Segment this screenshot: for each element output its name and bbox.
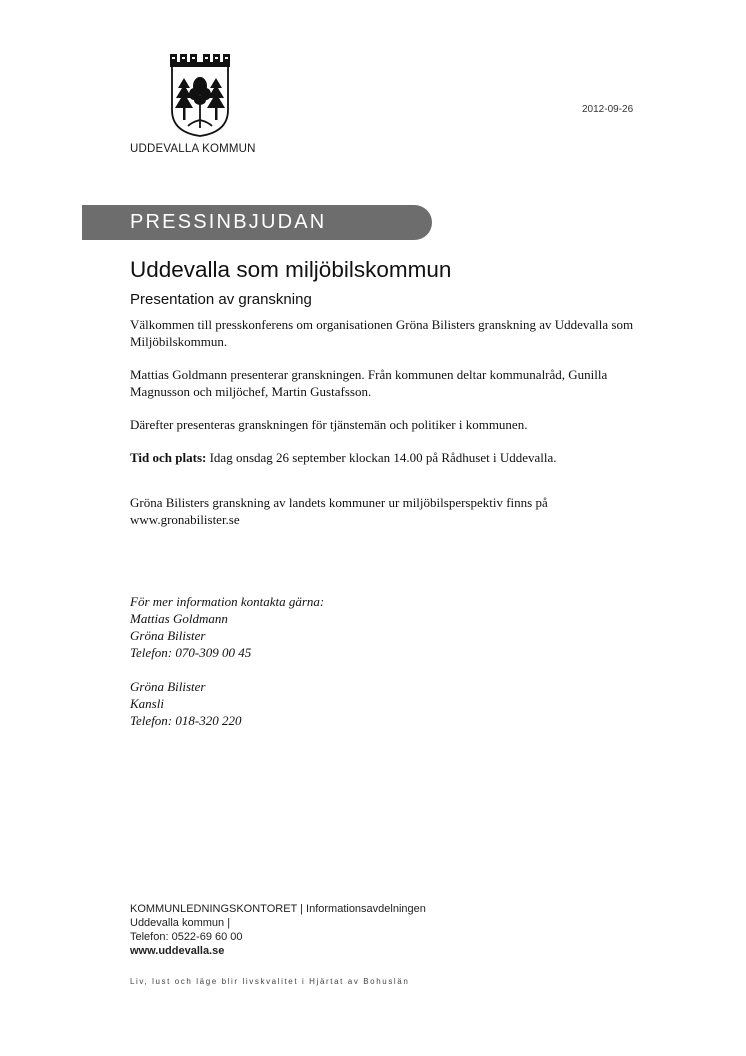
contact-phone: Telefon: 018-320 220 bbox=[130, 713, 242, 728]
footer-phone: Telefon: 0522-69 60 00 bbox=[130, 931, 243, 943]
contact-block-1 bbox=[130, 593, 324, 661]
contact-intro: För mer information kontakta gärna: bbox=[130, 594, 325, 609]
footer bbox=[130, 902, 426, 958]
page-subtitle: Presentation av granskning bbox=[130, 291, 312, 308]
review-text: Gröna Bilisters granskning av landets kommuner ur miljöbilsperspektiv finns på bbox=[130, 495, 548, 510]
review-url: www.gronabilister.se bbox=[130, 512, 240, 527]
time-place-label: Tid och plats: bbox=[130, 450, 207, 465]
paragraph-participants: Mattias Goldmann presenterar granskningen. Från kommunen deltar kommunalråd, Gunilla Magnusson och miljöchef, Martin Gustafsson. bbox=[130, 367, 608, 399]
page-title: Uddevalla som miljöbilskommun bbox=[130, 257, 452, 282]
banner-label: PRESSINBJUDAN bbox=[130, 211, 327, 233]
contact-org: Kansli bbox=[130, 696, 164, 711]
coat-of-arms-icon bbox=[168, 52, 232, 138]
contact-org: Gröna Bilister bbox=[130, 628, 206, 643]
contact-name: Gröna Bilister bbox=[130, 679, 206, 694]
footer-slogan: Liv, lust och läge blir livskvalitet i Hjärtat av Bohuslän bbox=[130, 977, 410, 986]
contact-block-2 bbox=[130, 678, 324, 729]
paragraph-review-link bbox=[130, 494, 670, 528]
body-text bbox=[130, 316, 670, 544]
contact-name: Mattias Goldmann bbox=[130, 611, 228, 626]
footer-website: www.uddevalla.se bbox=[130, 945, 225, 957]
contact-info bbox=[130, 593, 324, 746]
org-name: UDDEVALLA KOMMUN bbox=[130, 143, 256, 155]
footer-municipality: Uddevalla kommun | bbox=[130, 917, 231, 929]
time-place-text: Idag onsdag 26 september klockan 14.00 på Rådhuset i Uddevalla. bbox=[206, 450, 557, 465]
paragraph-intro: Välkommen till presskonferens om organisationen Gröna Bilisters granskning av Uddevalla som Miljöbilskommun. bbox=[130, 317, 634, 349]
paragraph-presentation: Därefter presenteras granskningen för tjänstemän och politiker i kommunen. bbox=[130, 417, 528, 432]
footer-department: KOMMUNLEDNINGSKONTORET | Informationsavdelningen bbox=[130, 903, 426, 915]
paragraph-time-place bbox=[130, 449, 670, 466]
contact-phone: Telefon: 070-309 00 45 bbox=[130, 645, 252, 660]
document-date: 2012-09-26 bbox=[582, 104, 634, 115]
document-type-banner bbox=[82, 205, 432, 240]
